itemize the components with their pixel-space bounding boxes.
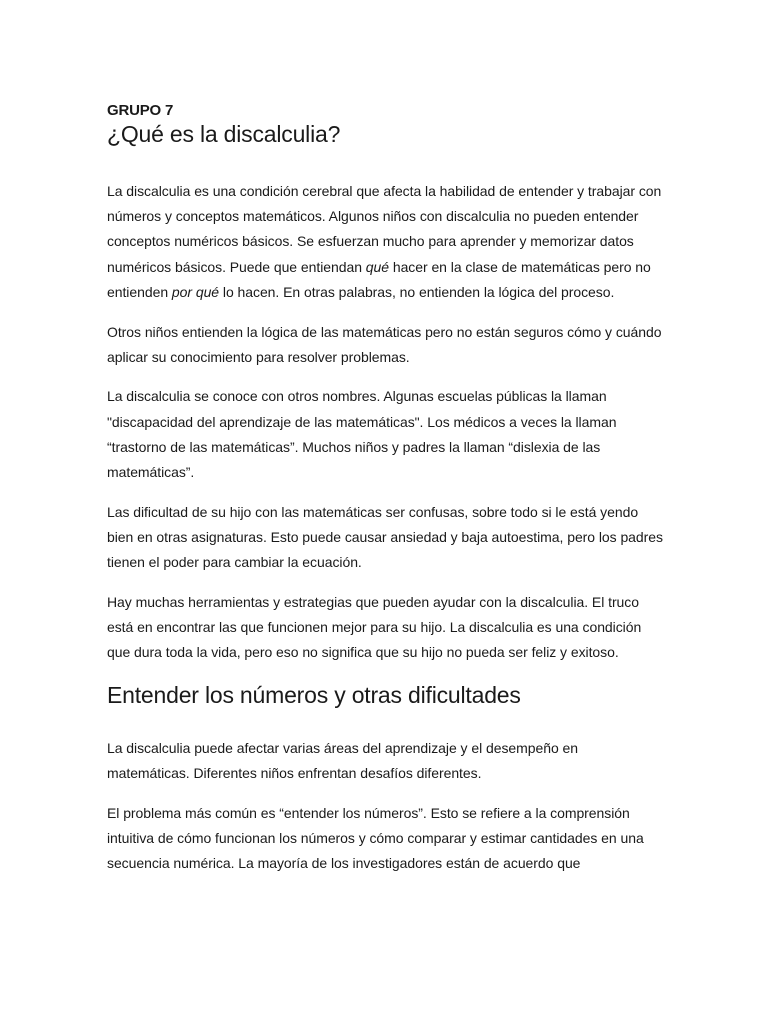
section-2-paragraph-1: La discalculia puede afectar varias áreas del aprendizaje y el desempeño en matemáticas. Diferentes niños enfrentan desafíos diferentes. — [107, 739, 578, 782]
page-title: ¿Qué es la discalculia? — [107, 121, 341, 147]
paragraph-3: La discalculia se conoce con otros nombres. Algunas escuelas públicas la llaman "discapacidad del aprendizaje de las matemáticas". Los médicos a veces la llaman “trastorno de las matemáticas”. Muchos niños y padres la llaman “dislexia de las matemáticas”. — [107, 388, 617, 481]
paragraph-4: Las dificultad de su hijo con las matemáticas ser confusas, sobre todo si le está yendo bien en otras asignaturas. Esto puede causar ansiedad y baja autoestima, pero los padres tienen el poder para cambiar la ecuación. — [107, 503, 663, 571]
section-heading: Entender los números y otras dificultades — [107, 681, 521, 708]
paragraph-1-emphasis-que: qué — [365, 258, 389, 275]
group-label: GRUPO 7 — [107, 102, 174, 119]
paragraph-5: Hay muchas herramientas y estrategias que pueden ayudar con la discalculia. El truco está en encontrar las que funcionen mejor para su hijo. La discalculia es una condición que dura toda la vida, pero eso no significa que su hijo no pueda ser feliz y exitoso. — [107, 593, 642, 661]
paragraph-1-text-b: hacer en la clase de matemáticas pero no entienden — [107, 258, 651, 300]
paragraph-1-text-a: La discalculia es una condición cerebral que afecta la habilidad de entender y trabajar con números y conceptos matemáticos. Algunos niños con discalculia no pueden entender conceptos numéricos básicos. Se esfuerzan mucho para aprender y memorizar datos numéricos básicos. Puede que entiendan — [107, 183, 662, 275]
paragraph-2: Otros niños entienden la lógica de las matemáticas pero no están seguros cómo y cuándo aplicar su conocimiento para resolver problemas. — [107, 323, 662, 365]
paragraph-1-emphasis-por-que: por qué — [171, 283, 220, 300]
paragraph-1 — [107, 179, 663, 305]
section-2-paragraph-2: El problema más común es “entender los números”. Esto se refiere a la comprensión intuitiva de cómo funcionan los números y cómo comparar y estimar cantidades en una secuencia numérica. La mayoría de los investigadores están de acuerdo que — [107, 804, 644, 872]
paragraph-1-text-c: lo hacen. En otras palabras, no entienden la lógica del proceso. — [219, 283, 615, 300]
document-page — [107, 101, 663, 891]
